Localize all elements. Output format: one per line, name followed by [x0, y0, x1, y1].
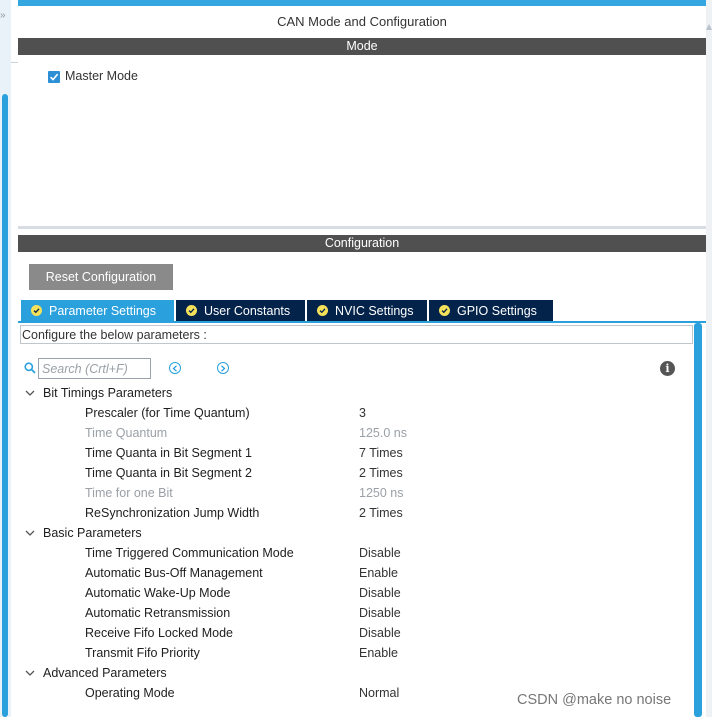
param-row	[85, 423, 685, 443]
info-icon[interactable]: i	[660, 361, 675, 376]
param-name: Automatic Bus-Off Management	[85, 566, 263, 580]
config-scrollbar[interactable]	[694, 323, 702, 717]
check-circle-icon	[317, 305, 328, 316]
param-value[interactable]: 2 Times	[359, 466, 403, 480]
left-scrollbar[interactable]	[2, 94, 8, 717]
param-name: Automatic Retransmission	[85, 606, 231, 620]
search-icon	[24, 362, 36, 374]
param-row[interactable]	[85, 463, 685, 483]
tab-gpio-settings[interactable]	[429, 300, 553, 321]
param-row[interactable]	[85, 643, 685, 663]
collapse-handle-icon[interactable]: »	[0, 10, 6, 21]
group-label: Basic Parameters	[43, 526, 142, 540]
param-value[interactable]: Normal	[359, 686, 400, 700]
chevron-right-icon	[220, 365, 226, 372]
group-advanced-parameters[interactable]	[25, 663, 167, 683]
tab-label: NVIC Settings	[335, 303, 414, 318]
search-next-button[interactable]	[217, 362, 229, 374]
param-value[interactable]: Disable	[359, 626, 401, 640]
watermark: CSDN @make no noise	[517, 692, 672, 708]
chevron-down-icon	[25, 670, 35, 677]
mode-panel	[18, 55, 706, 229]
config-hint: Configure the below parameters :	[20, 325, 693, 344]
check-circle-icon	[186, 305, 197, 316]
tab-label: GPIO Settings	[457, 303, 537, 318]
param-name: Prescaler (for Time Quantum)	[85, 406, 250, 420]
param-value[interactable]: Enable	[359, 646, 398, 660]
chevron-down-icon	[25, 530, 35, 537]
param-name: Time Quanta in Bit Segment 1	[85, 446, 252, 460]
chevron-left-icon	[172, 365, 178, 372]
param-name: Operating Mode	[85, 686, 175, 700]
check-circle-icon	[31, 305, 42, 316]
param-value[interactable]: 3	[359, 406, 366, 420]
panel-title: CAN Mode and Configuration	[277, 14, 447, 29]
param-value: 125.0 ns	[359, 426, 407, 440]
right-panel-edge	[706, 0, 712, 717]
param-row[interactable]	[85, 403, 685, 423]
param-name: Time Quanta in Bit Segment 2	[85, 466, 252, 480]
group-bit-timings-parameters[interactable]	[25, 383, 172, 403]
param-value[interactable]: Disable	[359, 606, 401, 620]
mode-section-header: Mode	[18, 38, 706, 55]
param-name: Time Quantum	[85, 426, 168, 440]
param-row[interactable]	[85, 623, 685, 643]
splitter[interactable]	[11, 0, 18, 717]
reset-configuration-button[interactable]: Reset Configuration	[29, 264, 173, 290]
param-row[interactable]	[85, 583, 685, 603]
search-input[interactable]	[38, 358, 151, 379]
check-circle-icon	[439, 305, 450, 316]
param-value: 1250 ns	[359, 486, 404, 500]
tab-user-constants[interactable]	[176, 300, 305, 321]
group-basic-parameters[interactable]	[25, 523, 142, 543]
tab-label: Parameter Settings	[49, 303, 156, 318]
configuration-section-header: Configuration	[18, 235, 706, 252]
param-name: Time for one Bit	[85, 486, 173, 500]
tab-parameter-settings[interactable]	[21, 300, 174, 321]
param-row[interactable]	[85, 563, 685, 583]
param-row[interactable]	[85, 543, 685, 563]
param-value[interactable]: Disable	[359, 546, 401, 560]
param-row	[85, 483, 685, 503]
param-value[interactable]: Disable	[359, 586, 401, 600]
param-value[interactable]: Enable	[359, 566, 398, 580]
master-mode-checkbox[interactable]	[48, 71, 60, 83]
config-tabs	[21, 300, 555, 321]
param-value[interactable]: 2 Times	[359, 506, 403, 520]
param-name: Receive Fifo Locked Mode	[85, 626, 233, 640]
param-name: Automatic Wake-Up Mode	[85, 586, 231, 600]
chevron-down-icon	[25, 390, 35, 397]
scroll-up-icon[interactable]	[706, 24, 712, 30]
param-row[interactable]	[85, 603, 685, 623]
checkmark-icon	[49, 72, 59, 82]
tab-nvic-settings[interactable]	[307, 300, 427, 321]
search-prev-button[interactable]	[169, 362, 181, 374]
tab-underline	[18, 321, 706, 323]
master-mode-label: Master Mode	[65, 69, 138, 83]
param-row[interactable]	[85, 503, 685, 523]
tab-label: User Constants	[204, 303, 291, 318]
group-label: Advanced Parameters	[43, 666, 167, 680]
top-accent-strip	[18, 0, 706, 6]
param-name: Transmit Fifo Priority	[85, 646, 200, 660]
param-row[interactable]	[85, 443, 685, 463]
group-label: Bit Timings Parameters	[43, 386, 173, 400]
param-name: Time Triggered Communication Mode	[85, 546, 294, 560]
param-value[interactable]: 7 Times	[359, 446, 403, 460]
param-name: ReSynchronization Jump Width	[85, 506, 260, 520]
